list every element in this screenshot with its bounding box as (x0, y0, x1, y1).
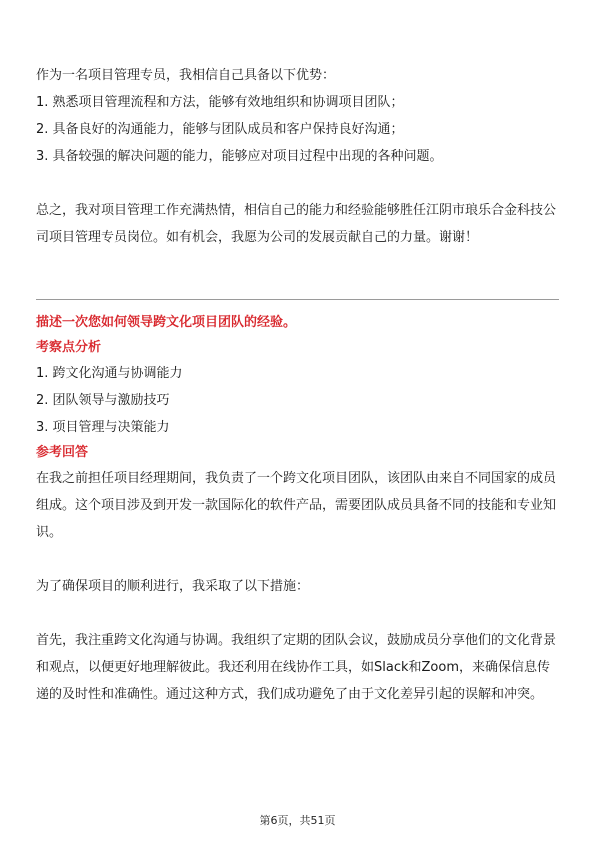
analysis-heading: 考察点分析 (36, 340, 102, 355)
strength-item: 3. 具备较强的解决问题的能力，能够应对项目过程中出现的各种问题。 (36, 149, 443, 164)
question-title: 描述一次您如何领导跨文化项目团队的经验。 (36, 315, 297, 330)
conclusion-paragraph: 总之，我对项目管理工作充满热情，相信自己的能力和经验能够胜任江阴市琅乐合金科技公司项目管理专员岗位。如有机会，我愿为公司的发展贡献自己的力量。谢谢！ (36, 203, 557, 245)
spacer (36, 170, 561, 197)
answer-paragraph: 在我之前担任项目经理期间，我负责了一个跨文化项目团队，该团队由来自不同国家的成员组成。这个项目涉及到开发一款国际化的软件产品，需要团队成员具备不同的技能和专业知识。 (36, 471, 557, 540)
strength-item: 1. 熟悉项目管理流程和方法，能够有效地组织和协调项目团队； (36, 95, 404, 110)
analysis-item: 3. 项目管理与决策能力 (36, 420, 170, 435)
spacer (36, 600, 561, 627)
section-divider (36, 299, 559, 300)
answer-heading: 参考回答 (36, 445, 89, 460)
intro-lead: 作为一名项目管理专员，我相信自己具备以下优势： (36, 68, 336, 83)
page-content (36, 62, 561, 251)
answer-paragraph: 首先，我注重跨文化沟通与协调。我组织了定期的团队会议，鼓励成员分享他们的文化背景和观点，以便更好地理解彼此。我还利用在线协作工具，如Slack和Zoom，来确保信息传递的及时性和准确性。通过这种方式，我们成功避免了由于文化差异引起的误解和冲突。 (36, 633, 557, 702)
spacer (36, 546, 561, 573)
page-number: 第6页，共51页 (259, 814, 336, 827)
answer-paragraph: 为了确保项目的顺利进行，我采取了以下措施： (36, 579, 310, 594)
strength-item: 2. 具备良好的沟通能力，能够与团队成员和客户保持良好沟通； (36, 122, 404, 137)
question-section (36, 309, 561, 708)
analysis-item: 2. 团队领导与激励技巧 (36, 393, 170, 408)
analysis-item: 1. 跨文化沟通与协调能力 (36, 366, 183, 381)
